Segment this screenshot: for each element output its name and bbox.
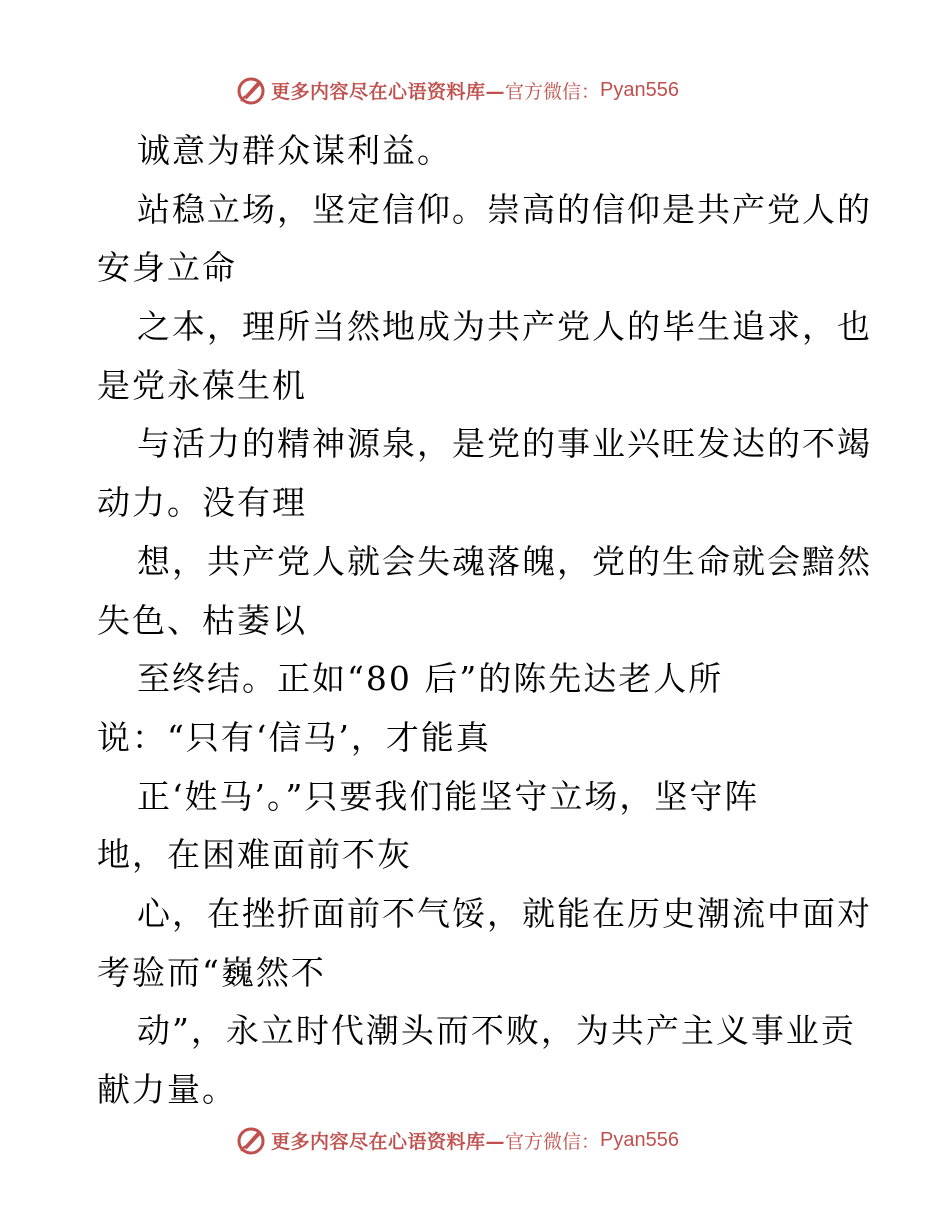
- text-line: 心，在挫折面前不气馁，就能在历史潮流中面对: [137, 893, 872, 933]
- text-line: 考验而“巍然不: [97, 952, 326, 992]
- footer-site-text: 更多内容尽在心语资料库—: [271, 1130, 506, 1153]
- text-line: 是党永葆生机: [97, 365, 307, 405]
- text-line: 之本，理所当然地成为共产党人的毕生追求，也: [137, 307, 872, 347]
- text-line: 至终结。正如“80 后”的陈先达老人所: [137, 659, 724, 699]
- header-site-text: 更多内容尽在心语资料库—: [271, 80, 506, 103]
- body-text: [97, 122, 872, 1120]
- footer-banner: [235, 1122, 715, 1158]
- footer-wechat-label: 官方微信：: [505, 1130, 601, 1153]
- text-line: 动力。没有理: [97, 483, 307, 523]
- text-line: 与活力的精神源泉，是党的事业兴旺发达的不竭: [137, 424, 872, 464]
- header-wechat-label: 官方微信：: [505, 80, 601, 103]
- text-line: 站稳立场，坚定信仰。崇高的信仰是共产党人的: [137, 189, 872, 229]
- text-line: 地，在困难面前不灰: [97, 835, 412, 875]
- quill-logo-icon: [235, 1124, 267, 1156]
- text-line: 失色、枯萎以: [97, 600, 307, 640]
- text-line: 说：“只有‘信马’，才能真: [97, 717, 491, 757]
- footer-wechat-id: Pyan556: [600, 1128, 679, 1151]
- header-wechat-id: Pyan556: [600, 78, 679, 101]
- text-line: 正‘姓马’。”只要我们能坚守立场，坚守阵: [137, 776, 760, 816]
- header-banner: [235, 72, 715, 108]
- text-line: 诚意为群众谋利益。: [137, 131, 452, 170]
- quill-logo-icon: [235, 74, 267, 106]
- text-line: 献力量。: [97, 1070, 237, 1109]
- text-line: 想，共产党人就会失魂落魄，党的生命就会黯然: [137, 541, 872, 581]
- text-line: 动”，永立时代潮头而不败，为共产主义事业贡: [137, 1011, 856, 1051]
- text-line: 安身立命: [97, 248, 237, 288]
